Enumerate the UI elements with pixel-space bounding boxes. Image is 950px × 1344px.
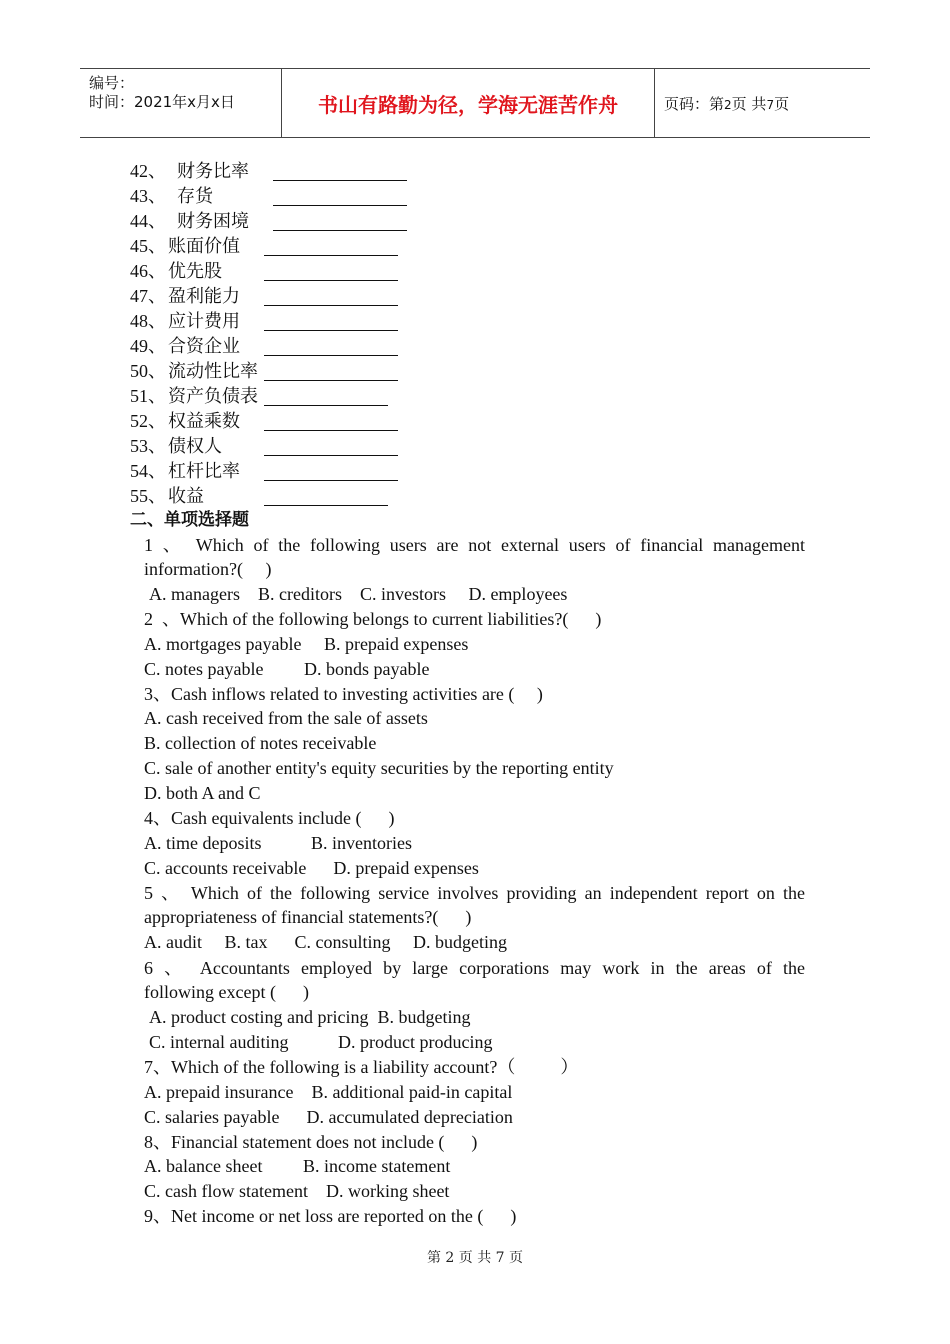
term-item: 44、 财务困境 bbox=[130, 211, 249, 231]
question-text: 3、Cash inflows related to investing activities are ( ) bbox=[144, 684, 543, 704]
page-header bbox=[80, 68, 870, 138]
question-text: 1 、 Which of the following users are not external users of financial management bbox=[144, 535, 805, 555]
question-text: 4、Cash equivalents include ( ) bbox=[144, 808, 395, 828]
answer-blank[interactable] bbox=[264, 455, 398, 456]
section-title: 二、单项选择题 bbox=[130, 510, 249, 530]
answer-blank[interactable] bbox=[264, 380, 398, 381]
term-item: 42、 财务比率 bbox=[130, 161, 249, 181]
question-options: A. prepaid insurance B. additional paid-in capital bbox=[144, 1082, 513, 1102]
question-options: C. internal auditing D. product producing bbox=[149, 1032, 493, 1052]
term-item: 43、 存货 bbox=[130, 186, 213, 206]
question-options: A. balance sheet B. income statement bbox=[144, 1156, 451, 1176]
question-options: A. managers B. creditors C. investors D. employees bbox=[149, 584, 568, 604]
answer-blank[interactable] bbox=[264, 505, 388, 506]
term-item: 47、 盈利能力 bbox=[130, 286, 240, 306]
term-item: 51、 资产负债表 bbox=[130, 386, 258, 406]
term-item: 45、 账面价值 bbox=[130, 236, 240, 256]
question-options: C. sale of another entity's equity securities by the reporting entity bbox=[144, 758, 614, 778]
question-text: 9、Net income or net loss are reported on the ( ) bbox=[144, 1206, 517, 1226]
question-options: C. salaries payable D. accumulated depreciation bbox=[144, 1107, 513, 1127]
question-options: C. accounts receivable D. prepaid expenses bbox=[144, 858, 479, 878]
answer-blank[interactable] bbox=[264, 280, 398, 281]
answer-blank[interactable] bbox=[264, 355, 398, 356]
question-text: information?( ) bbox=[144, 559, 272, 579]
term-item: 53、 债权人 bbox=[130, 436, 222, 456]
question-text: 5 、 Which of the following service involves providing an independent report on the bbox=[144, 883, 805, 903]
header-motto: 书山有路勤为径，学海无涯苦作舟 bbox=[318, 93, 618, 117]
answer-blank[interactable] bbox=[264, 255, 398, 256]
term-item: 54、 杠杆比率 bbox=[130, 461, 240, 481]
question-text: 8、Financial statement does not include ( ) bbox=[144, 1132, 478, 1152]
answer-blank[interactable] bbox=[273, 205, 407, 206]
question-options: B. collection of notes receivable bbox=[144, 733, 377, 753]
question-text: following except ( ) bbox=[144, 982, 309, 1002]
question-options: D. both A and C bbox=[144, 783, 261, 803]
question-text: appropriateness of financial statements?( ) bbox=[144, 907, 472, 927]
question-text: 2 、Which of the following belongs to current liabilities?( ) bbox=[144, 609, 602, 629]
question-options: A. cash received from the sale of assets bbox=[144, 708, 428, 728]
answer-blank[interactable] bbox=[264, 405, 388, 406]
answer-blank[interactable] bbox=[264, 330, 398, 331]
answer-blank[interactable] bbox=[273, 180, 407, 181]
term-item: 55、 收益 bbox=[130, 486, 204, 506]
number-label: 编号： bbox=[89, 74, 135, 92]
question-options: A. product costing and pricing B. budgeting bbox=[149, 1007, 471, 1027]
term-item: 49、 合资企业 bbox=[130, 336, 240, 356]
term-item: 52、 权益乘数 bbox=[130, 411, 240, 431]
answer-blank[interactable] bbox=[264, 480, 398, 481]
answer-blank[interactable] bbox=[264, 305, 398, 306]
header-page-indicator: 页码：第2页 共7页 bbox=[664, 95, 790, 113]
question-options: C. cash flow statement D. working sheet bbox=[144, 1181, 450, 1201]
question-text: 7、Which of the following is a liability account?（ ） bbox=[144, 1057, 579, 1077]
page-footer: 第 2 页 共 7 页 bbox=[426, 1250, 524, 1266]
term-item: 50、 流动性比率 bbox=[130, 361, 258, 381]
question-options: A. time deposits B. inventories bbox=[144, 833, 412, 853]
answer-blank[interactable] bbox=[273, 230, 407, 231]
header-divider-right bbox=[654, 69, 655, 137]
time-label: 时间：2021年x月x日 bbox=[89, 93, 235, 111]
term-item: 46、 优先股 bbox=[130, 261, 222, 281]
term-item: 48、 应计费用 bbox=[130, 311, 240, 331]
question-options: A. mortgages payable B. prepaid expenses bbox=[144, 634, 469, 654]
answer-blank[interactable] bbox=[264, 430, 398, 431]
question-options: C. notes payable D. bonds payable bbox=[144, 659, 430, 679]
question-text: 6 、 Accountants employed by large corporations may work in the areas of the bbox=[144, 958, 805, 978]
question-options: A. audit B. tax C. consulting D. budgeting bbox=[144, 932, 507, 952]
